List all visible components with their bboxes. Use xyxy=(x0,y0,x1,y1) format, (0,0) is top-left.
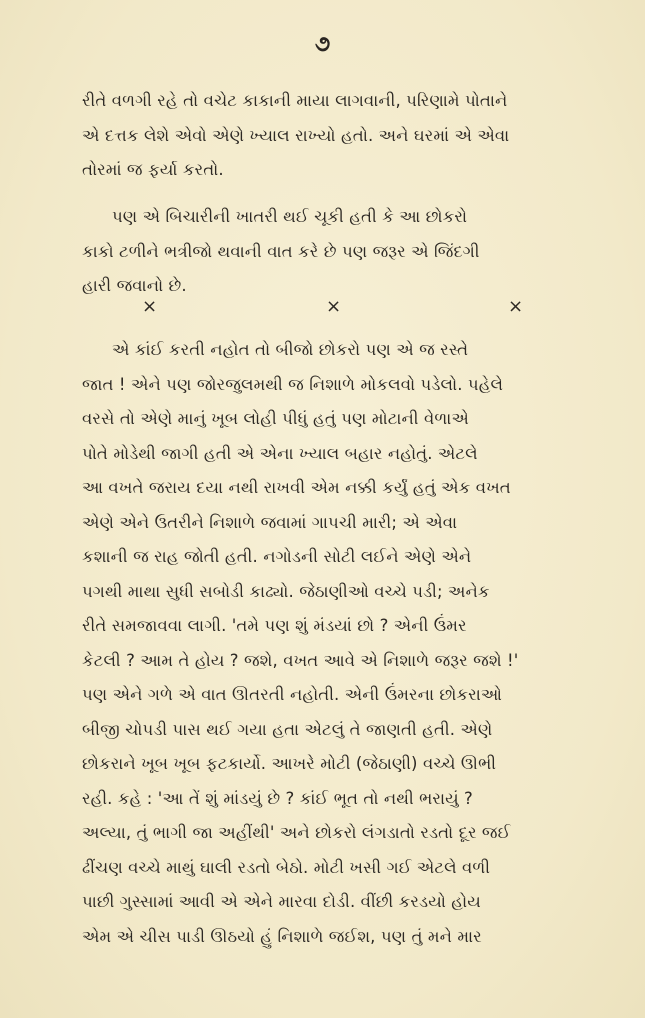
text-line: આ વખતે જરાય દયા નથી રાખવી એમ નક્કી કર્યું હતું એક વખત xyxy=(82,478,511,497)
separator-mark: × xyxy=(508,296,524,317)
text-line: તોરમાં જ ફર્યા કરતો. xyxy=(82,160,224,179)
text-line: પોતે મોડેથી જાગી હતી એ એના ખ્યાલ બહાર નહોતું. એટલે xyxy=(82,443,478,463)
text-line: એમ એ ચીસ પાડી ઊઠયો હું નિશાળે જઈશ, પણ તું મને માર xyxy=(82,926,482,946)
text-line: એ કાંઈ કરતી નહોત તો બીજો છોકરો પણ એ જ રસ્તે xyxy=(112,340,469,359)
text-line: રહી. કહે : 'આ તેં શું માંડયું છે ? કાંઈ ભૂત તો નથી ભરાયું ? xyxy=(82,788,473,808)
text-line: અલ્યા, તું ભાગી જા અહીંથી' અને છોકરો લંગડાતો રડતો દૂર જઈ xyxy=(82,823,511,842)
text-line: કાકો ટળીને ભત્રીજો થવાની વાત કરે છે પણ જરૂર એ જિંદગી xyxy=(82,241,480,261)
text-line: એ દત્તક લેશે એવો એણે ખ્યાલ રાખ્યો હતો. અને ઘરમાં એ એવા xyxy=(82,125,510,145)
separator-mark: × xyxy=(326,296,342,317)
paragraph-1 xyxy=(82,84,622,188)
text-line: એણે એને ઉતરીને નિશાળે જવામાં ગાપચી મારી; એ એવા xyxy=(82,512,458,532)
text-line: વરસે તો એણે માનું ખૂબ લોહી પીધું હતું પણ મોટાની વેળાએ xyxy=(82,409,469,428)
text-line: બીજી ચોપડી પાસ થઈ ગયા હતા એટલું તે જાણતી હતી. એણે xyxy=(82,719,493,739)
text-line: છોકરાને ખૂબ ખૂબ ફટકાર્યો. આખરે મોટી (જેઠાણી) વચ્ચે ઊભી xyxy=(82,754,497,773)
text-line: કેટલી ? આમ તે હોય ? જશે, વખત આવે એ નિશાળે જરૂર જશે !' xyxy=(82,650,519,670)
section-separator xyxy=(82,296,622,326)
paragraph-2 xyxy=(82,200,622,304)
text-line: કશાની જ રાહ જોતી હતી. નગોડની સોટી લઈને એણે એને xyxy=(82,547,472,566)
text-line: રીતે સમજાવવા લાગી. 'તમે પણ શું મંડયાં છો ? એની ઉંમર xyxy=(82,616,467,635)
text-line: પણ એને ગળે એ વાત ઊતરતી નહોતી. એની ઉંમરના છોકરાઓ xyxy=(82,685,502,704)
text-line: રીતે વળગી રહે તો વચેટ કાકાની માયા લાગવાની, પરિણામે પોતાને xyxy=(82,91,508,110)
page-number: ૭ xyxy=(314,32,331,57)
text-line: ઢીંચણ વચ્ચે માથું ઘાલી રડતો બેઠો. મોટી ખસી ગઈ એટલે વળી xyxy=(82,857,491,877)
paragraph-3 xyxy=(82,333,622,954)
text-line: પાછી ગુસ્સામાં આવી એ એને મારવા દોડી. વીંછી કરડયો હોય xyxy=(82,892,481,911)
text-line: પગથી માથા સુધી સબોડી કાઢ્યો. જેઠાણીઓ વચ્ચે પડી; અનેક xyxy=(82,581,490,601)
text-line: પણ એ બિચારીની ખાતરી થઈ ચૂકી હતી કે આ છોકરો xyxy=(112,207,468,226)
text-line: જાત ! એને પણ જોરજુલમથી જ નિશાળે મોકલવો પડેલો. પહેલે xyxy=(82,374,504,394)
separator-mark: × xyxy=(142,296,158,317)
text-line: હારી જવાનો છે. xyxy=(82,276,187,295)
